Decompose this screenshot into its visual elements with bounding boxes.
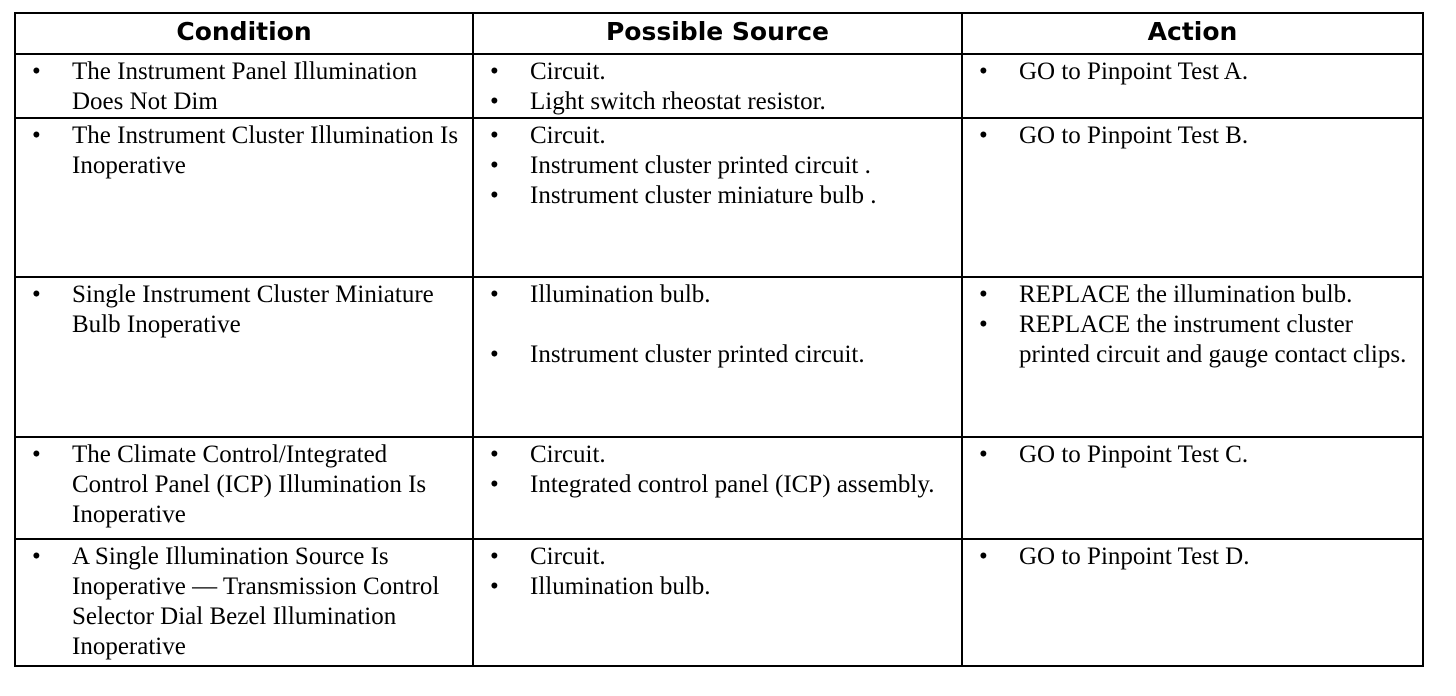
condition-text: A Single Illumination Source Is Inoperative — Transmission Control Selector Dial Bezel Illumination Inoperative xyxy=(72,543,440,660)
bullet-icon: • xyxy=(490,281,499,308)
bullet-icon: • xyxy=(490,543,499,570)
bullet-icon: • xyxy=(979,441,988,468)
header-possible-source: Possible Source xyxy=(473,13,962,54)
condition-cell xyxy=(15,539,473,666)
bullet-icon: • xyxy=(490,182,499,209)
action-text: REPLACE the illumination bulb. xyxy=(1019,281,1353,308)
condition-text: The Instrument Cluster Illumination Is Inoperative xyxy=(72,122,459,179)
action-cell xyxy=(962,277,1423,437)
table-row xyxy=(15,539,1423,666)
bullet-icon: • xyxy=(32,281,41,308)
list-item xyxy=(484,470,951,500)
list-item xyxy=(973,440,1412,470)
bullet-icon: • xyxy=(490,58,499,85)
bullet-icon: • xyxy=(490,152,499,179)
header-action: Action xyxy=(962,13,1423,54)
action-cell xyxy=(962,118,1423,277)
bullet-icon: • xyxy=(32,543,41,570)
list-item xyxy=(973,280,1412,310)
source-text: Circuit. xyxy=(530,441,606,468)
list-item xyxy=(973,57,1412,87)
bullet-icon: • xyxy=(490,88,499,115)
condition-text: Single Instrument Cluster Miniature Bulb Inoperative xyxy=(72,281,434,338)
list-item xyxy=(484,280,951,310)
action-text: GO to Pinpoint Test D. xyxy=(1019,543,1250,570)
table-row xyxy=(15,118,1423,277)
condition-cell xyxy=(15,437,473,539)
list-item xyxy=(484,572,951,602)
source-cell xyxy=(473,539,962,666)
header-condition: Condition xyxy=(15,13,473,54)
bullet-icon: • xyxy=(490,341,499,368)
action-cell xyxy=(962,437,1423,539)
bullet-icon: • xyxy=(979,58,988,85)
source-cell xyxy=(473,54,962,118)
list-item xyxy=(26,121,462,181)
action-text: REPLACE the instrument cluster printed circuit and gauge contact clips. xyxy=(1019,311,1407,368)
list-item xyxy=(26,57,462,117)
list-item xyxy=(26,280,462,340)
condition-cell xyxy=(15,277,473,437)
list-item xyxy=(484,440,951,470)
condition-cell xyxy=(15,54,473,118)
action-text: GO to Pinpoint Test C. xyxy=(1019,441,1249,468)
list-item xyxy=(484,181,951,211)
source-text: Instrument cluster miniature bulb . xyxy=(530,182,877,209)
source-text: Integrated control panel (ICP) assembly. xyxy=(530,471,935,498)
bullet-icon: • xyxy=(979,311,988,338)
header-row xyxy=(15,13,1423,54)
table-row xyxy=(15,277,1423,437)
source-text: Circuit. xyxy=(530,122,606,149)
list-item xyxy=(484,57,951,87)
list-item xyxy=(973,121,1412,151)
bullet-icon: • xyxy=(490,471,499,498)
list-item xyxy=(26,542,462,662)
source-text: Light switch rheostat resistor. xyxy=(530,88,826,115)
list-item xyxy=(484,542,951,572)
condition-text: The Climate Control/Integrated Control Panel (ICP) Illumination Is Inoperative xyxy=(72,441,427,528)
bullet-icon: • xyxy=(979,122,988,149)
condition-cell xyxy=(15,118,473,277)
source-text: Illumination bulb. xyxy=(530,573,711,600)
bullet-icon: • xyxy=(979,281,988,308)
bullet-icon: • xyxy=(490,573,499,600)
source-text: Instrument cluster printed circuit. xyxy=(530,341,865,368)
action-cell xyxy=(962,54,1423,118)
source-cell xyxy=(473,437,962,539)
list-item xyxy=(484,87,951,117)
source-text: Illumination bulb. xyxy=(530,281,711,308)
bullet-icon: • xyxy=(979,543,988,570)
list-item xyxy=(484,151,951,181)
source-cell xyxy=(473,277,962,437)
list-item xyxy=(26,440,462,530)
bullet-icon: • xyxy=(32,122,41,149)
list-item xyxy=(484,340,951,370)
source-text: Circuit. xyxy=(530,543,606,570)
bullet-icon: • xyxy=(32,58,41,85)
source-text: Circuit. xyxy=(530,58,606,85)
list-item xyxy=(973,542,1412,572)
bullet-icon: • xyxy=(32,441,41,468)
action-text: GO to Pinpoint Test B. xyxy=(1019,122,1249,149)
list-item xyxy=(484,121,951,151)
diagnosis-table xyxy=(14,12,1424,667)
condition-text: The Instrument Panel Illumination Does Not Dim xyxy=(72,58,418,115)
source-text: Instrument cluster printed circuit . xyxy=(530,152,871,179)
list-item xyxy=(973,310,1412,370)
bullet-icon: • xyxy=(490,122,499,149)
source-cell xyxy=(473,118,962,277)
table-row xyxy=(15,437,1423,539)
action-text: GO to Pinpoint Test A. xyxy=(1019,58,1249,85)
action-cell xyxy=(962,539,1423,666)
table-row xyxy=(15,54,1423,118)
bullet-icon: • xyxy=(490,441,499,468)
